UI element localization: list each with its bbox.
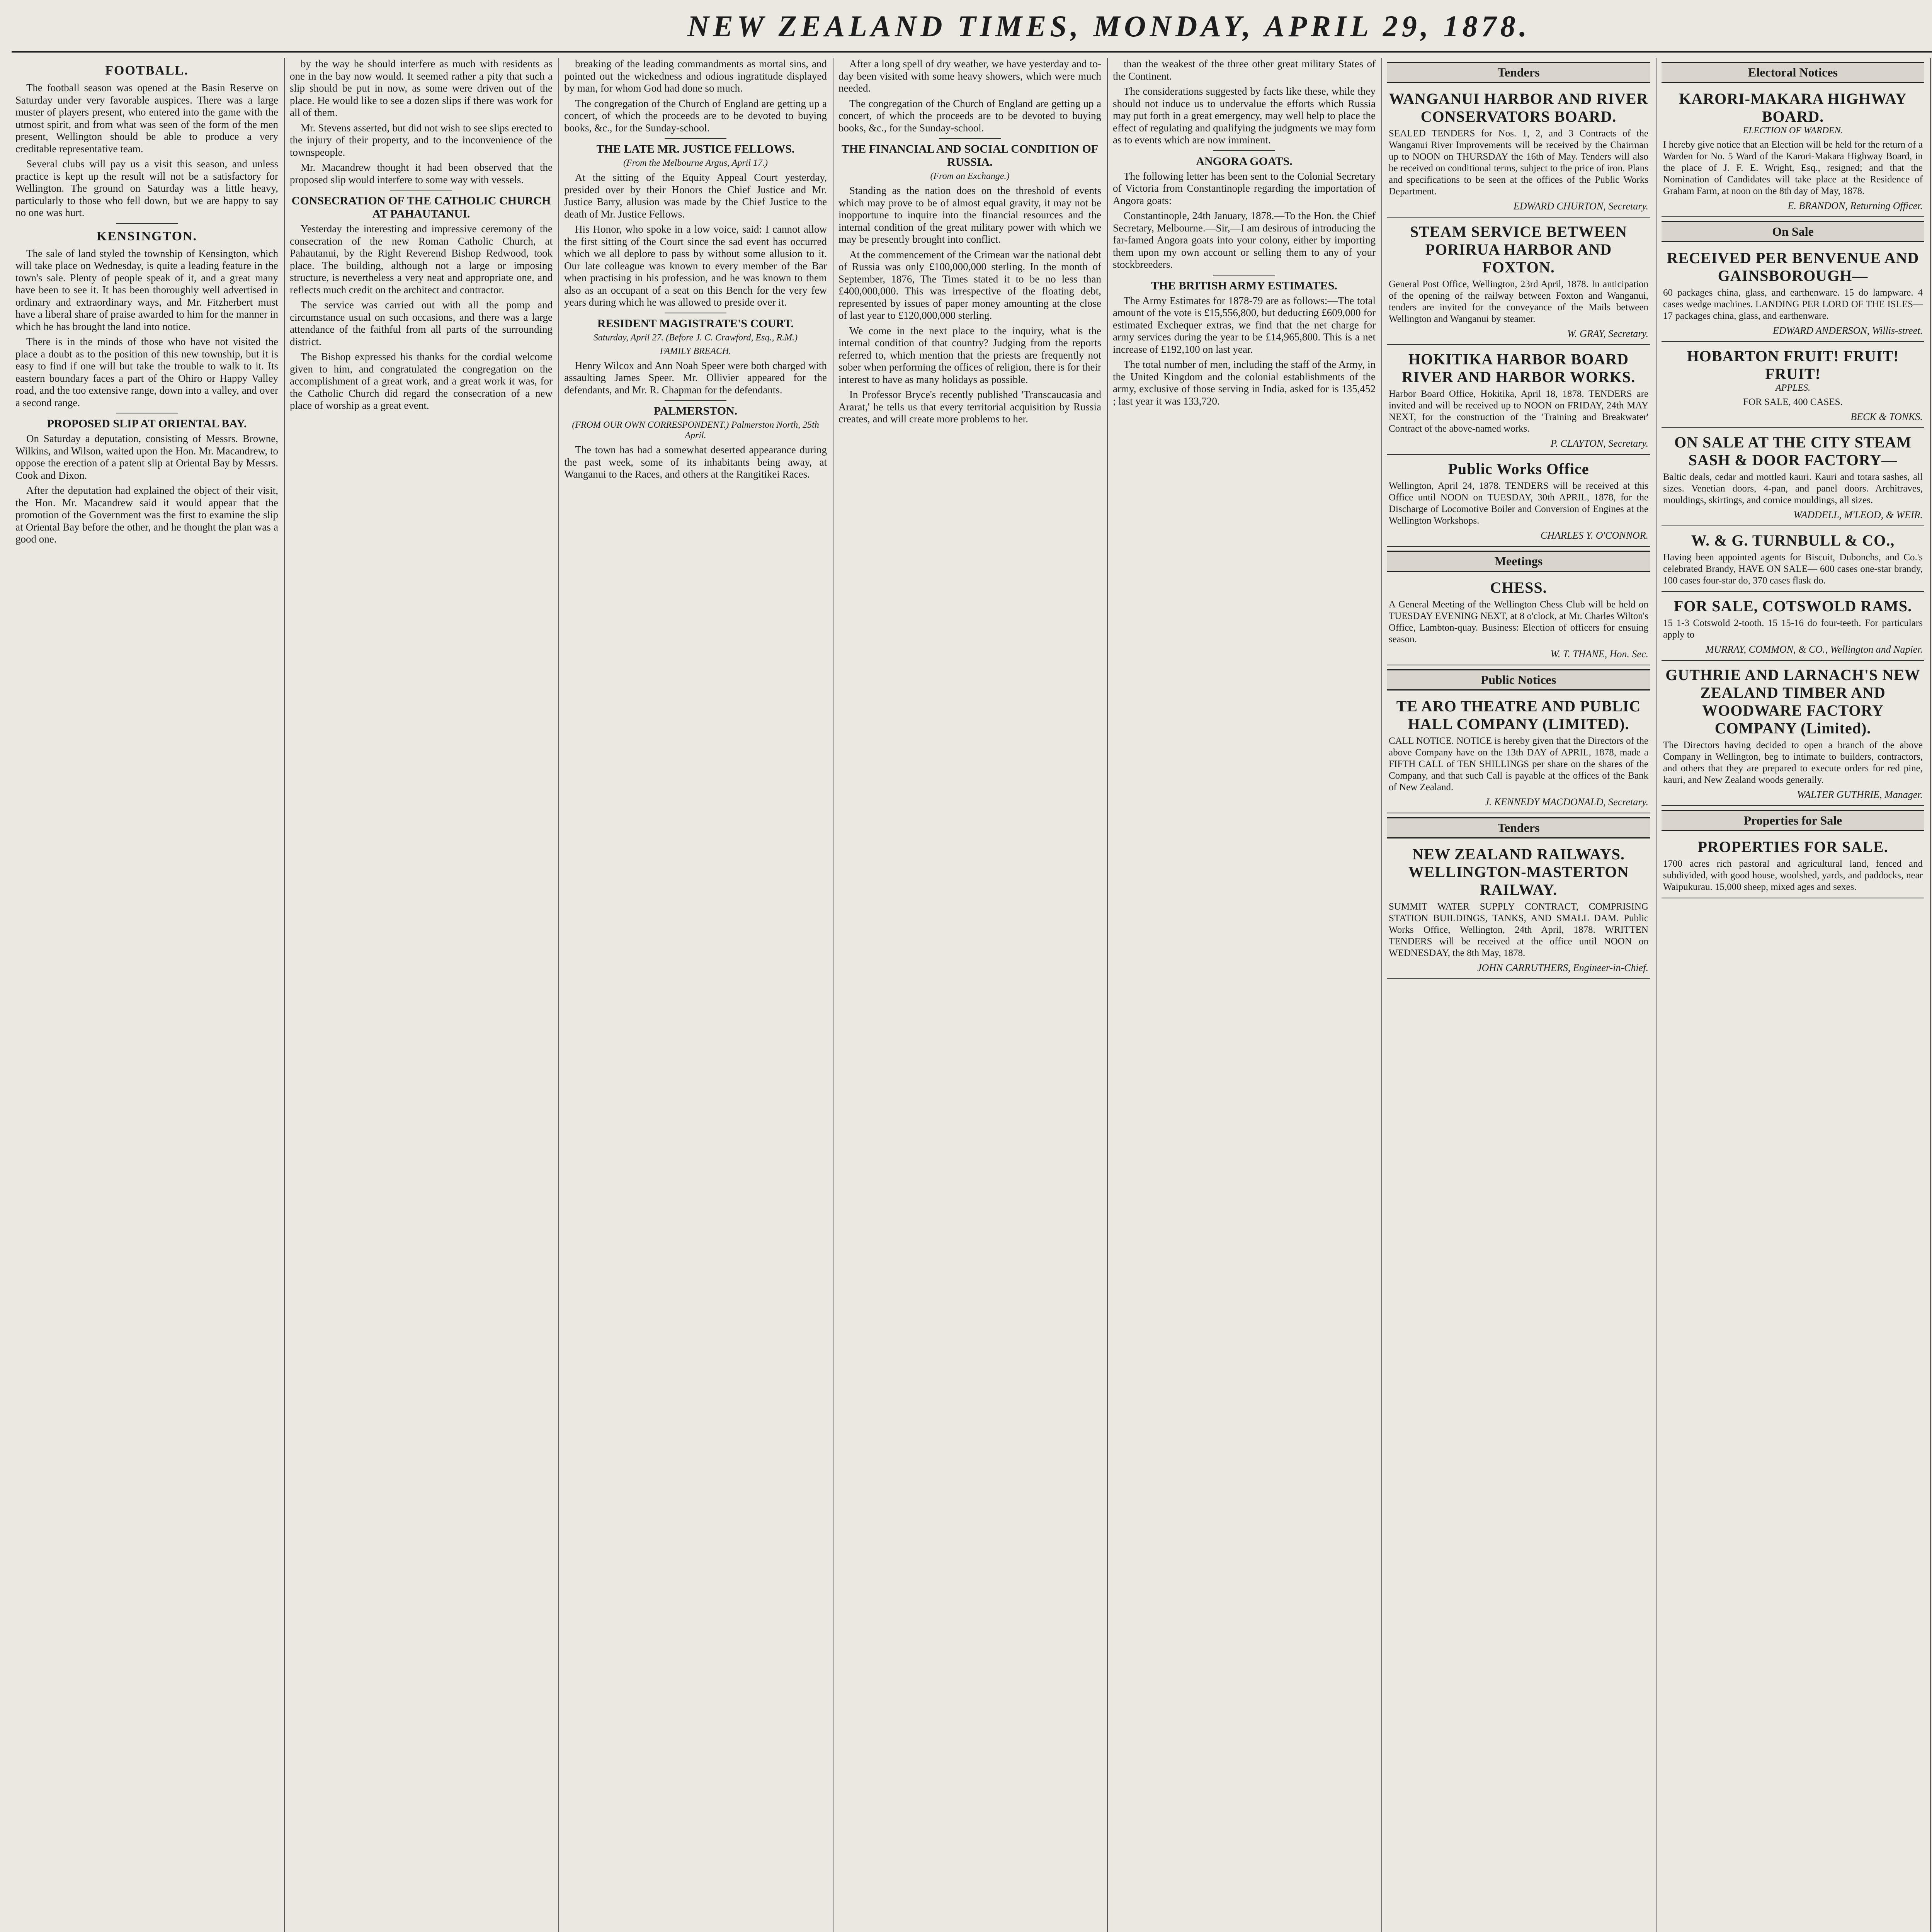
column-divider bbox=[1381, 58, 1382, 1932]
article-paragraph: Mr. Stevens asserted, but did not wish to see slips erected to the injury of their property, and to the inconvenience of the townspeople. bbox=[290, 122, 553, 158]
advertisement bbox=[1387, 694, 1650, 813]
ad-signature: W. GRAY, Secretary. bbox=[1567, 328, 1648, 339]
article-paragraph: The town has had a somewhat deserted appearance during the past week, some of its inhabitants being away, at Wanganui to the Races, and others at the Rangitikei Races. bbox=[564, 444, 827, 480]
ad-heading: HOBARTON FRUIT! FRUIT! FRUIT! bbox=[1687, 347, 1899, 383]
masthead-title: NEW ZEALAND TIMES, MONDAY, APRIL 29, 1878. bbox=[687, 9, 1531, 43]
article-paragraph: We come in the next place to the inquiry, what is the internal condition of that country? Judging from the reports referred to, which mention that the priests are frequently not sober when performing the offices of religion, there is for their interest to have as many holidays as possible. bbox=[838, 325, 1101, 385]
ad-signature: BECK & TONKS. bbox=[1850, 411, 1923, 422]
ad-heading: PROPERTIES FOR SALE. bbox=[1697, 838, 1888, 855]
article-paragraph: There is in the minds of those who have not visited the place a doubt as to the position of this new township, but it is easy to find if one will but take the trouble to walk to it. Its eastern boundary faces a part of the Ohiro or Happy Valley road, and the too extensive range, down into a valley, and over a second range. bbox=[15, 336, 278, 408]
ad-signature: EDWARD ANDERSON, Willis-street. bbox=[1772, 325, 1923, 336]
ad-heading: HOKITIKA HARBOR BOARD RIVER AND HARBOR WORKS. bbox=[1401, 350, 1636, 386]
ad-body: The Directors having decided to open a branch of the above Company in Wellington, beg to intimate to builders, contractors, and others that they are prepared to execute orders for red pine, kauri, and New Zealand woods generally. bbox=[1663, 740, 1923, 785]
article-paragraph: The total number of men, including the staff of the Army, in the United Kingdom and the colonial establishments of the army, exclusive of those serving in India, asked for is 135,452 ; last year it was 133,720. bbox=[1113, 359, 1376, 407]
ad-signature: WALTER GUTHRIE, Manager. bbox=[1797, 789, 1923, 800]
ad-signature: W. T. THANE, Hon. Sec. bbox=[1550, 648, 1648, 660]
ad-body: SEALED TENDERS for Nos. 1, 2, and 3 Contracts of the Wanganui River Improvements will be received by the Chairman up to NOON on THURSDAY the 16th of May. Tenders will also be received on conditional terms, subject to the price of iron. Plans and specifications to be seen at the offices of the Public Works Department. bbox=[1389, 128, 1648, 197]
ad-body: I hereby give notice that an Election will be held for the return of a Warden for No. 5 Ward of the Karori-Makara Highway Board, in the place of J. F. E. Wright, Esq., resigned; and that the Nomination of Candidates will take place at the Residence of Graham Farm, at noon on the 8th day of May, 1878. bbox=[1663, 139, 1923, 196]
article-paragraph: The Army Estimates for 1878-79 are as follows:—The total amount of the vote is £15,556,800, but deducting £609,000 for estimated Exchequer extras, we find that the net charge for army services during the year to be £14,965,800. This is a net increase of £192,100 on last year. bbox=[1113, 294, 1376, 355]
article-paragraph: The sale of land styled the township of Kensington, which will take place on Wednesday, is quite a leading feature in the town's sale. Plenty of people speak of it, and a great many have been to see it. It has been thoroughly well advertised in ordinary and extraordinary ways, and Mr. Fitzherbert must have a liberal share of praise awarded to him for the manner in which he has brought the land into notice. bbox=[15, 247, 278, 332]
ad-signature: MURRAY, COMMON, & CO., Wellington and Napier. bbox=[1705, 644, 1923, 655]
article-paragraph: Standing as the nation does on the threshold of events which may prove to be of almost equal gravity, it may not be inopportune to inquire into the financial resources and the internal condition of the great military power with which we may be presently brought into conflict. bbox=[838, 185, 1101, 245]
ad-heading: WANGANUI HARBOR AND RIVER CONSERVATORS BOARD. bbox=[1389, 90, 1648, 125]
column-6 bbox=[1387, 58, 1650, 1932]
column-2 bbox=[290, 58, 553, 1932]
column-7 bbox=[1662, 58, 1924, 1932]
ad-heading: GUTHRIE AND LARNACH'S NEW ZEALAND TIMBER AND WOODWARE FACTORY COMPANY (Limited). bbox=[1665, 666, 1920, 737]
ad-heading: Public Works Office bbox=[1448, 460, 1589, 478]
ad-heading: KARORI-MAKARA HIGHWAY BOARD. bbox=[1679, 90, 1907, 125]
ad-body: SUMMIT WATER SUPPLY CONTRACT, COMPRISING STATION BUILDINGS, TANKS, AND SMALL DAM. Public Works Office, Wellington, 24th April, 1878. WRITTEN TENDERS will be received at the office until NOON on WEDNESDAY, the 8th May, 1878. bbox=[1389, 901, 1648, 958]
headline-consecration: CONSECRATION OF THE CATHOLIC CHURCH AT PAHAUTANUI. bbox=[291, 194, 551, 220]
ad-body: CALL NOTICE. NOTICE is hereby given that the Directors of the above Company have on the 13th DAY of APRIL, 1878, made a FIFTH CALL of TEN SHILLINGS per share on the shares of the Company, and that such Call is payable at the offices of the Bank of New Zealand. bbox=[1389, 736, 1648, 793]
ad-body: Harbor Board Office, Hokitika, April 18, 1878. TENDERS are invited and will be received up to NOON on FRIDAY, 24th MAY NEXT, for the construction of the 'Training and Breakwater' Contract of the above-named works. bbox=[1389, 389, 1648, 434]
ad-signature: P. CLAYTON, Secretary. bbox=[1550, 438, 1648, 449]
advertisement bbox=[1387, 87, 1650, 218]
headline-angora-goats: ANGORA GOATS. bbox=[1196, 155, 1293, 168]
article-paragraph: The service was carried out with all the pomp and circumstance usual on such occasions, and there was a large attendance of the faithful from all parts of the surrounding district. bbox=[290, 299, 553, 347]
article-paragraph: by the way he should interfere as much with residents as one in the bay now would. It seemed rather a pity that such a slip should be put in now, as some were driven out of the place. He would like to see a dozen slips if there was work for all of them. bbox=[290, 58, 553, 118]
advertisement bbox=[1662, 87, 1924, 217]
section-banner-meetings: Meetings bbox=[1387, 551, 1650, 572]
advertisement bbox=[1662, 835, 1924, 898]
advertisement bbox=[1387, 576, 1650, 665]
article-paragraph: On Saturday a deputation, consisting of Messrs. Browne, Wilkins, and Wilson, waited upon the Hon. Mr. Macandrew, to oppose the erection of a patent slip at Oriental Bay by Messrs. Cook and Dixon. bbox=[15, 433, 278, 481]
section-rule bbox=[939, 138, 1001, 139]
article-paragraph: The considerations suggested by facts like these, while they should not induce us to undervalue the efforts which Russia may put forth in a great emergency, may well help to place the effect of regulating and qualifying the judgments we may form as to events which are now imminent. bbox=[1113, 85, 1376, 146]
ad-signature: J. KENNEDY MACDONALD, Secretary. bbox=[1485, 796, 1648, 808]
section-banner-tenders: Tenders bbox=[1387, 62, 1650, 83]
article-paragraph: The congregation of the Church of England are getting up a concert, of which the proceeds are to be devoted to buying books, &c., for the Sunday-school. bbox=[564, 97, 827, 134]
advertisement bbox=[1387, 220, 1650, 345]
advertisement bbox=[1387, 347, 1650, 455]
article-source: (From the Melbourne Argus, April 17.) bbox=[623, 158, 768, 168]
headline-proposed-slip: PROPOSED SLIP AT ORIENTAL BAY. bbox=[47, 417, 247, 430]
advertisement bbox=[1662, 344, 1924, 428]
article-dateline: (FROM OUR OWN CORRESPONDENT.) Palmerston North, 25th April. bbox=[572, 420, 819, 440]
section-banner-electoral: Electoral Notices bbox=[1662, 62, 1924, 83]
section-rule bbox=[1213, 150, 1275, 151]
article-paragraph: than the weakest of the three other great military States of the Continent. bbox=[1113, 58, 1376, 82]
column-divider bbox=[1107, 58, 1108, 1932]
section-banner-on-sale: On Sale bbox=[1662, 221, 1924, 242]
article-paragraph: Henry Wilcox and Ann Noah Speer were both charged with assaulting James Speer. Mr. Ollivier appeared for the defendants, and Mr. R. Chapman for the defendants. bbox=[564, 359, 827, 396]
section-rule bbox=[665, 400, 726, 401]
article-paragraph: Yesterday the interesting and impressive ceremony of the consecration of the new Roman Catholic Church, at Pahautanui, by the Right Reverend Bishop Redwood, took place. The building, although not a large or imposing structure, is nevertheless a very neat and appropriate one, and reflects much credit on the architect and contractor. bbox=[290, 223, 553, 296]
ad-body: 60 packages china, glass, and earthenware. 15 do lampware. 4 cases wedge machines. LANDING PER LORD OF THE ISLES—17 packages china, glass, and earthenware. bbox=[1663, 287, 1923, 321]
column-1 bbox=[15, 58, 278, 1932]
section-banner-properties: Properties for Sale bbox=[1662, 810, 1924, 831]
advertisement bbox=[1662, 246, 1924, 342]
ad-body: 1700 acres rich pastoral and agricultural land, fenced and subdivided, with good house, woolshed, yards, and paddocks, near Waipukurau. 15,000 sheep, mixed ages and sexes. bbox=[1663, 859, 1923, 892]
column-5 bbox=[1113, 58, 1376, 1932]
ad-heading: STEAM SERVICE BETWEEN PORIRUA HARBOR AND FOXTON. bbox=[1410, 223, 1627, 276]
section-rule bbox=[1213, 275, 1275, 276]
article-paragraph: In Professor Bryce's recently published 'Transcaucasia and Ararat,' he tells us that every territorial acquisition by Russia creates, and will create more problems to her. bbox=[838, 389, 1101, 425]
headline-justice-fellows: THE LATE MR. JUSTICE FELLOWS. bbox=[596, 143, 795, 155]
section-banner-public-notices: Public Notices bbox=[1387, 669, 1650, 690]
advertisement bbox=[1662, 430, 1924, 526]
article-paragraph: The following letter has been sent to the Colonial Secretary of Victoria from Constantinople regarding the importation of Angora goats: bbox=[1113, 170, 1376, 206]
column-divider bbox=[558, 58, 559, 1932]
article-paragraph: breaking of the leading commandments as mortal sins, and pointed out the wickedness and odious ingratitude displayed by man, for whom God had done so much. bbox=[564, 58, 827, 94]
article-paragraph: After a long spell of dry weather, we have yesterday and to-day been visited with some heavy showers, which were much needed. bbox=[838, 58, 1101, 94]
article-paragraph: Constantinople, 24th January, 1878.—To the Hon. the Chief Secretary, Melbourne.—Sir,—I am desirous of introducing the far-famed Angora goats into your colony, either by importing them upon my own account or selling them to any of your stockbreeders. bbox=[1113, 210, 1376, 270]
column-3 bbox=[564, 58, 827, 1932]
headline-palmerston: PALMERSTON. bbox=[653, 405, 738, 417]
article-paragraph: The congregation of the Church of England are getting up a concert, of which the proceeds are to be devoted to buying books, &c., for the Sunday-school. bbox=[838, 97, 1101, 134]
ad-subheading: ELECTION OF WARDEN. bbox=[1743, 126, 1843, 136]
ad-body: Wellington, April 24, 1878. TENDERS will be received at this Office until NOON on TUESDAY, 30th APRIL, 1878, for the Discharge of Locomotive Boiler and Conversion of Engines at the Wellington Workshops. bbox=[1389, 481, 1648, 526]
ad-body: General Post Office, Wellington, 23rd April, 1878. In anticipation of the opening of the railway between Foxton and Wanganui, tenders are invited for the conveyance of the Mails between Wellington and Wanganui by steamer. bbox=[1389, 279, 1648, 324]
ad-heading: RECEIVED PER BENVENUE AND GAINSBOROUGH— bbox=[1667, 249, 1919, 284]
ad-signature: CHARLES Y. O'CONNOR. bbox=[1540, 530, 1648, 541]
column-divider bbox=[284, 58, 285, 1932]
article-dateline: Saturday, April 27. (Before J. C. Crawford, Esq., R.M.) bbox=[593, 332, 798, 343]
headline-russia: THE FINANCIAL AND SOCIAL CONDITION OF RUSSIA. bbox=[841, 143, 1099, 168]
column-divider bbox=[1930, 58, 1931, 1932]
headline-kensington: KENSINGTON. bbox=[96, 229, 197, 243]
masthead-rule bbox=[12, 51, 1932, 53]
article-paragraph: Several clubs will pay us a visit this season, and unless practice is kept up the result will not be a satisfactory for Wellington. The ground on Saturday was a little heavy, particularly to those who fell down, but we are happy to say no one was hurt. bbox=[15, 158, 278, 218]
section-rule bbox=[665, 138, 726, 139]
advertisement bbox=[1387, 842, 1650, 979]
headline-magistrates-court: RESIDENT MAGISTRATE'S COURT. bbox=[597, 317, 794, 330]
headline-football: FOOTBALL. bbox=[105, 63, 189, 78]
article-paragraph: After the deputation had explained the object of their visit, the Hon. Mr. Macandrew said it would appear that the promotion of the Government was the first to examine the slip at Oriental Bay before the other, and he thought the plan was a good one. bbox=[15, 485, 278, 545]
ad-body: 15 1-3 Cotswold 2-tooth. 15 15-16 do four-teeth. For particulars apply to bbox=[1663, 618, 1923, 640]
ad-heading: CHESS. bbox=[1490, 579, 1547, 596]
ad-heading: W. & G. TURNBULL & CO., bbox=[1691, 532, 1895, 549]
ad-signature: WADDELL, M'LEOD, & WEIR. bbox=[1793, 509, 1923, 520]
ad-body: A General Meeting of the Wellington Chess Club will be held on TUESDAY EVENING NEXT, at 8 o'clock, at Mr. Charles Wilton's Office, Lambton-quay. Business: Election of officers for ensuing season. bbox=[1389, 599, 1648, 645]
ad-heading: NEW ZEALAND RAILWAYS. WELLINGTON-MASTERTON RAILWAY. bbox=[1408, 845, 1629, 898]
advertisement bbox=[1662, 594, 1924, 661]
ad-body: FOR SALE, 400 CASES. bbox=[1743, 397, 1843, 407]
ad-signature: EDWARD CHURTON, Secretary. bbox=[1513, 201, 1648, 212]
ad-signature: JOHN CARRUTHERS, Engineer-in-Chief. bbox=[1477, 962, 1648, 973]
headline-army-estimates: THE BRITISH ARMY ESTIMATES. bbox=[1151, 279, 1337, 292]
column-4 bbox=[838, 58, 1101, 1932]
article-paragraph: The Bishop expressed his thanks for the cordial welcome given to him, and congratulated the congregation on the accomplishment of a great work, and a great work it was, for the Catholic Church did regard the consecration of a new place of worship as a great event. bbox=[290, 351, 553, 411]
article-paragraph: At the sitting of the Equity Appeal Court yesterday, presided over by their Honors the Chief Justice and Mr. Justice Barry, allusion was made by the Chief Justice to the death of Mr. Justice Fellows. bbox=[564, 172, 827, 220]
ad-heading: TE ARO THEATRE AND PUBLIC HALL COMPANY (LIMITED). bbox=[1396, 697, 1641, 733]
ad-body: Having been appointed agents for Biscuit, Dubonchs, and Co.'s celebrated Brandy, HAVE ON SALE— 600 cases one-star brandy, 100 cases four-star do, 370 cases flask do. bbox=[1663, 552, 1923, 586]
article-paragraph: At the commencement of the Crimean war the national debt of Russia was only £100,000,000 sterling. In the month of September, 1876, The Times stated it to be no less than £400,000,000. This was irrespective of the floating debt, represented by issues of paper money amounting at the close of last year to £120,000,000 sterling. bbox=[838, 248, 1101, 321]
ad-subheading: APPLES. bbox=[1776, 383, 1810, 393]
article-subhead: FAMILY BREACH. bbox=[660, 346, 731, 356]
ad-heading: FOR SALE, COTSWOLD RAMS. bbox=[1673, 597, 1912, 615]
advertisement bbox=[1662, 663, 1924, 806]
article-paragraph: His Honor, who spoke in a low voice, said: I cannot allow the first sitting of the Court since the sad event has occurred which we all deplore to pass by without some allusion to it. Our late colleague was known to every member of the Bar when practising in his profession, and he was known to them also as an occupant of a seat on this Bench for the very few years during which he was allowed to preside over it. bbox=[564, 223, 827, 308]
advertisement bbox=[1387, 457, 1650, 547]
ad-heading: ON SALE AT THE CITY STEAM SASH & DOOR FACTORY— bbox=[1674, 434, 1912, 469]
article-paragraph: The football season was opened at the Basin Reserve on Saturday under very favorable auspices. There was a large muster of players present, who entered into the game with the utmost spirit, and from what was seen of the form of the men present, Wellington should be able to produce a very creditable representative team. bbox=[15, 82, 278, 155]
section-rule bbox=[116, 223, 178, 224]
article-source: (From an Exchange.) bbox=[930, 171, 1010, 181]
ad-signature: E. BRANDON, Returning Officer. bbox=[1787, 200, 1923, 211]
masthead bbox=[15, 7, 1932, 49]
article-paragraph: Mr. Macandrew thought it had been observed that the proposed slip would interfere to some way with vessels. bbox=[290, 162, 553, 185]
ad-body: Baltic deals, cedar and mottled kauri. Kauri and totara sashes, all sizes. Venetian doors, 4-pan, and panel doors. Architraves, mouldings, skirtings, and cornice mouldings, all sizes. bbox=[1663, 472, 1923, 505]
advertisement bbox=[1662, 529, 1924, 592]
section-banner-tenders: Tenders bbox=[1387, 817, 1650, 838]
